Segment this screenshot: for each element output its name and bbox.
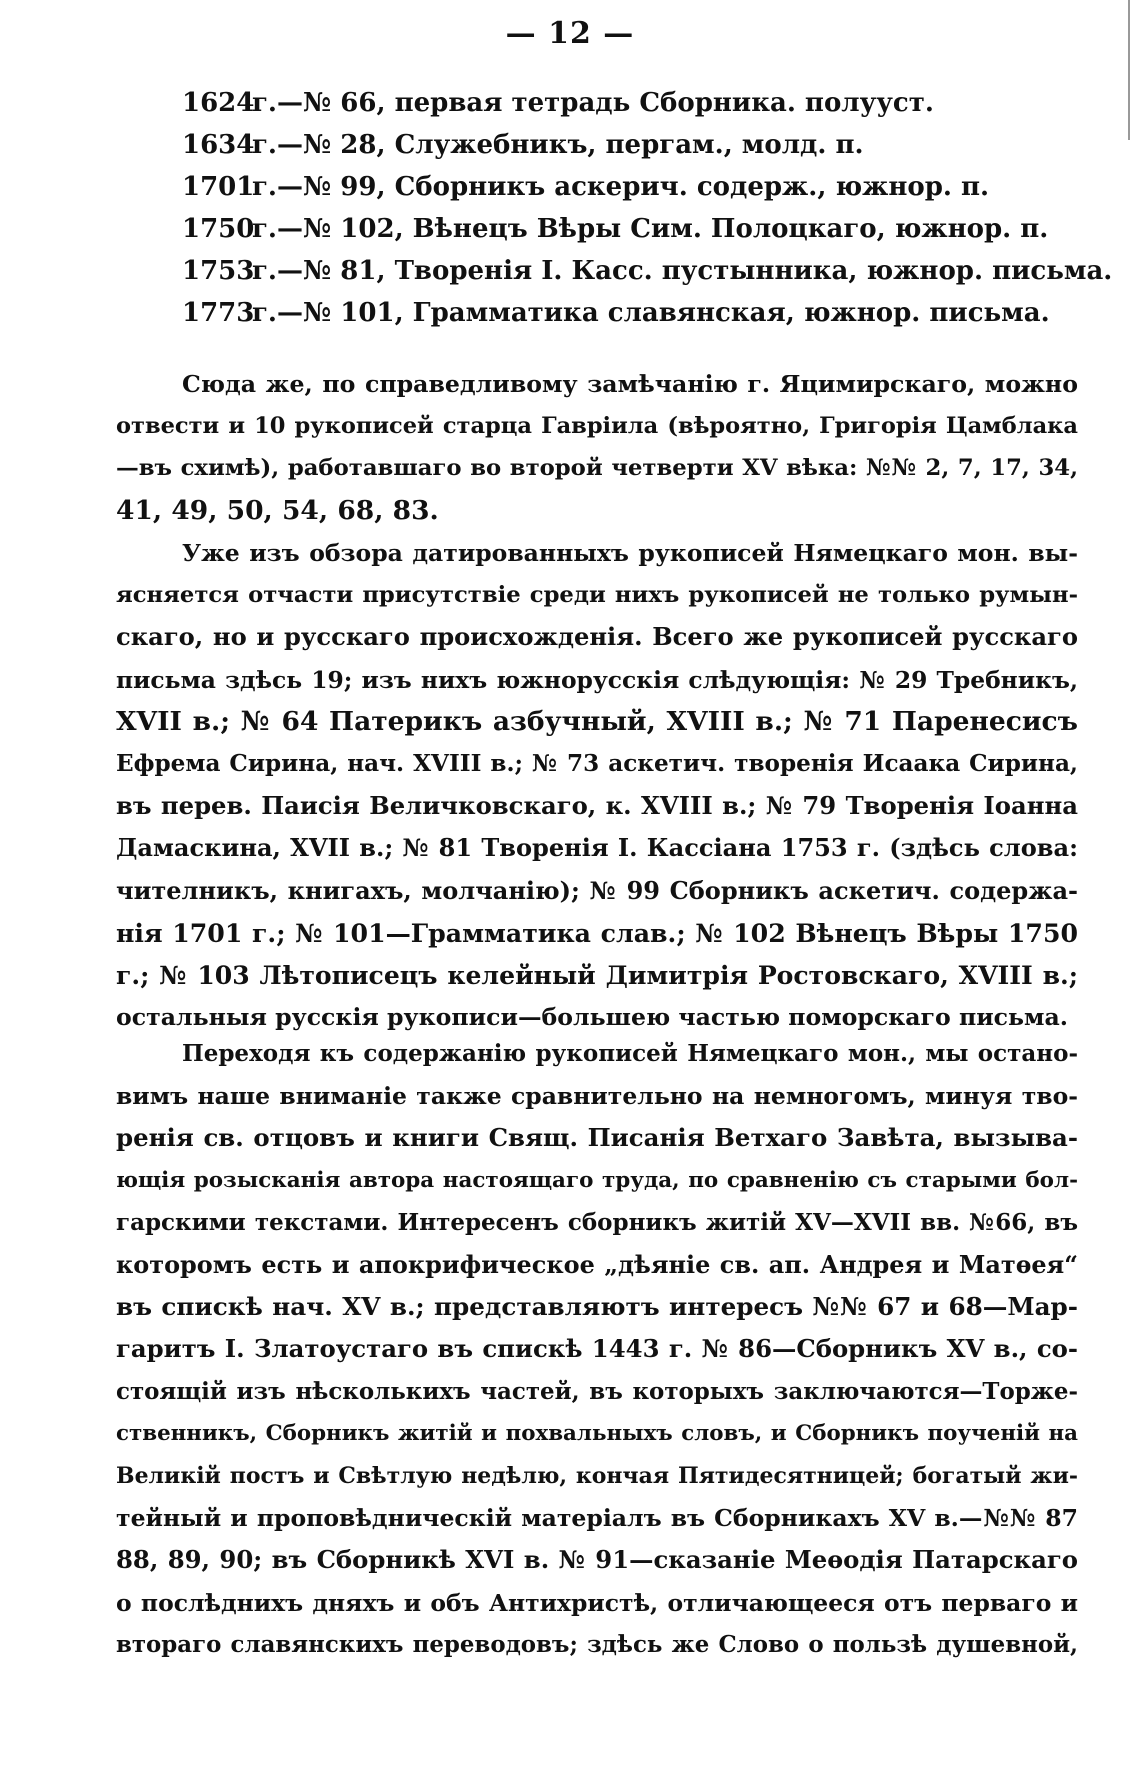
list-item-text: г.—№ 101, Грамматика славянская, южнор. письма. [252,298,1050,328]
text-line: гарскими текстами. Интересенъ сборникъ житій XV—XVII вв. №66, въ [116,1208,1078,1236]
text-line: чителникъ, книгахъ, молчанію); № 99 Сборникъ аскетич. содержа- [116,875,1078,905]
text-line: вимъ наше вниманіе также сравнительно на немногомъ, минуя тво- [116,1082,1078,1111]
list-item-year: 1701 [182,172,255,202]
text-line: отвести и 10 рукописей старца Гавріила (вѣроятно, Григорія Цамблака [116,413,1078,440]
text-line: ющія розысканія автора настоящаго труда, по сравненію съ старыми бол- [116,1167,1078,1193]
text-line: ственникъ, Сборникъ житій и похвальныхъ словъ, и Сборникъ поученій на [116,1420,1078,1446]
list-item-text: г.—№ 66, первая тетрадь Сборника. полууст. [252,88,934,118]
text-line: въ перев. Паисія Величковскаго, к. XVIII в.; № 79 Творенія Іоанна [116,791,1078,821]
list-item [182,82,1082,124]
text-line: остальныя русскія рукописи—большею частью поморскаго письма. [116,1003,1069,1032]
list-item-text: г.—№ 81, Творенія I. Касс. пустынника, южнор. письма. [252,256,1113,286]
text-line: въ спискѣ нач. XV в.; представляютъ интересъ №№ 67 и 68—Мар- [116,1292,1078,1322]
text-line: Дамаскина, XVII в.; № 81 Творенія I. Кассіана 1753 г. (здѣсь слова: [116,833,1078,863]
list-item-year: 1750 [182,214,255,244]
text-line: о послѣднихъ дняхъ и объ Антихристѣ, отличающееся отъ перваго и [116,1588,1078,1617]
list-item-text: г.—№ 99, Сборникъ аскерич. содерж., южнор. п. [252,172,990,202]
text-line: стоящій изъ нѣсколькихъ частей, въ которыхъ заключаются—Торже- [116,1377,1078,1405]
list-item [182,124,1082,166]
text-line: Ефрема Сирина, нач. XVIII в.; № 73 аскетич. творенія Исаака Сирина, [116,750,1078,778]
text-line: Великій постъ и Свѣтлую недѣлю, кончая Пятидесятницей; богатый жи- [116,1463,1078,1490]
text-line: ренія св. отцовъ и книги Свящ. Писанія Ветхаго Завѣта, вызыва- [116,1123,1078,1153]
text-line: 41, 49, 50, 54, 68, 83. [116,494,439,526]
text-line: тейный и проповѣдническій матеріалъ въ Сборникахъ XV в.—№№ 87 [116,1504,1078,1533]
text-line: Переходя къ содержанію рукописей Нямецкаго мон., мы остано- [182,1040,1078,1067]
list-item-year: 1753 [182,256,255,286]
page-number: — 12 — [505,16,635,51]
paragraph-contents [116,1033,1078,1666]
text-line: Сюда же, по справедливому замѣчанію г. Яцимирскаго, можно [182,370,1078,398]
text-line: письма здѣсь 19; изъ нихъ южнорусскія слѣдующія: № 29 Требникъ, [116,665,1078,694]
text-line: нія 1701 г.; № 101—Грамматика слав.; № 102 Вѣнецъ Вѣры 1750 [116,917,1078,948]
text-line: —въ схимѣ), работавшаго во второй четверти XV вѣка: №№ 2, 7, 17, 34, [116,455,1078,482]
paragraph-gavriil [116,363,1078,532]
list-item [182,292,1082,334]
text-line: втораго славянскихъ переводовъ; здѣсь же Слово о пользѣ душевной, [116,1631,1078,1658]
text-line: гаритъ I. Златоустаго въ спискѣ 1443 г. № 86—Сборникъ XV в., со- [116,1334,1078,1364]
list-item-text: г.—№ 102, Вѣнецъ Вѣры Сим. Полоцкаго, южнор. п. [252,214,1049,244]
text-line: скаго, но и русскаго происхожденія. Всего же рукописей русскаго [116,622,1078,652]
text-line: ясняется отчасти присутствіе среди нихъ рукописей не только румын- [116,582,1078,609]
text-line: которомъ есть и апокрифическое „дѣяніе св. ап. Андрея и Матѳея“ [116,1251,1078,1280]
list-item-year: 1624 [182,88,255,118]
list-item-year: 1634 [182,130,255,160]
text-line: XVII в.; № 64 Патерикъ азбучный, XVIII в.; № 71 Паренесисъ [116,705,1078,737]
dated-manuscripts-list [182,82,1113,334]
list-item-text: г.—№ 28, Служебникъ, пергам., молд. п. [252,130,864,160]
text-line: г.; № 103 Лѣтописецъ келейный Димитрія Ростовскаго, XVIII в.; [116,960,1078,991]
list-item [182,250,1113,292]
paragraph-russian-manuscripts [116,532,1078,1038]
list-item [182,208,1082,250]
list-item [182,166,1082,208]
text-line: 88, 89, 90; въ Сборникѣ XVI в. № 91—сказаніе Меѳодія Патарскаго [116,1545,1078,1575]
text-line: Уже изъ обзора датированныхъ рукописей Нямецкаго мон. вы- [182,539,1078,567]
list-item-year: 1773 [182,298,255,328]
